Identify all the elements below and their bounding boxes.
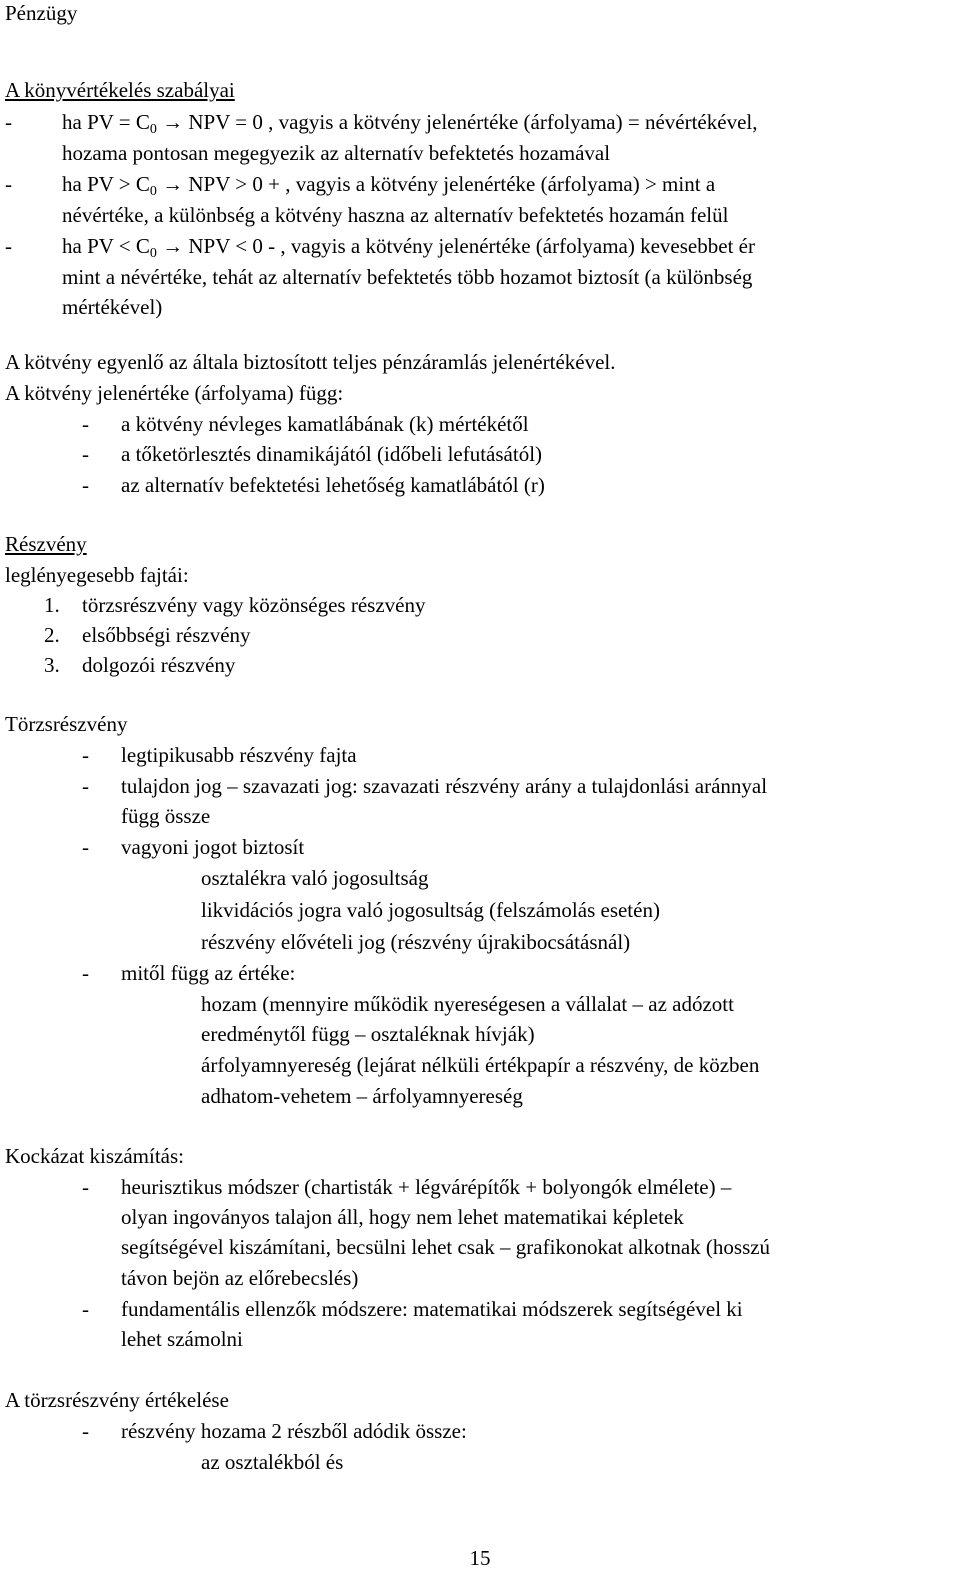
rule-line-pv-less: ha PV < $C_0$ → NPV < 0 - , vagyis a kötvény jelenértéke (árfolyama) kevesebbet ér <box>62 234 755 261</box>
bullet-dash: - <box>82 961 89 985</box>
bullet-dash: - <box>82 442 89 466</box>
bullet-dash: - <box>82 1297 89 1321</box>
paragraph-bond-equals: A kötvény egyenlő az általa biztosított teljes pénzáramlás jelenértékével. <box>5 350 616 374</box>
bullet-dash: - <box>82 1175 89 1199</box>
list-item: elsőbbségi részvény <box>82 623 251 647</box>
dependency-item: az alternatív befektetési lehetőség kamatlábától (r) <box>121 473 545 497</box>
bullet-dash: - <box>82 774 89 798</box>
sub-item: részvény elővételi jog (részvény újrakibocsátásnál) <box>201 930 631 954</box>
bullet-dash: - <box>5 172 12 196</box>
risk-item: fundamentális ellenzők módszere: matematikai módszerek segítségével ki <box>121 1297 743 1321</box>
rule-line-pv-less-cont2: mértékével) <box>62 295 163 319</box>
rule-line-pv-equal: ha PV = $C_0$ → NPV = 0 , vagyis a kötvény jelenértéke (árfolyama) = névértékével, <box>62 110 758 137</box>
common-stock-item: legtipikusabb részvény fajta <box>121 743 357 767</box>
risk-item-cont: távon bejön az előrebecslés) <box>121 1266 359 1290</box>
section-title-common-stock: Törzsrészvény <box>5 712 128 736</box>
section-title-shares: Részvény <box>5 532 87 556</box>
valuation-item: részvény hozama 2 részből adódik össze: <box>121 1419 467 1443</box>
sub-item: likvidációs jogra való jogosultság (felszámolás esetén) <box>201 898 660 922</box>
sub-item: osztalékra való jogosultság <box>201 866 429 890</box>
bullet-dash: - <box>82 1419 89 1443</box>
rule-line-pv-greater: ha PV > $C_0$ → NPV > 0 + , vagyis a kötvény jelenértéke (árfolyama) > mint a <box>62 172 716 199</box>
bullet-dash: - <box>82 473 89 497</box>
sub-item: hozam (mennyire működik nyereségesen a vállalat – az adózott <box>201 992 734 1016</box>
list-number: 3. <box>44 653 60 677</box>
rule-line-pv-less-cont: mint a névértéke, tehát az alternatív befektetés több hozamot biztosít (a különbség <box>62 265 753 289</box>
risk-item-cont: olyan ingoványos talajon áll, hogy nem lehet matematikai képletek <box>121 1205 684 1229</box>
shares-intro: leglényegesebb fajtái: <box>5 563 189 587</box>
bullet-dash: - <box>82 412 89 436</box>
list-item: dolgozói részvény <box>82 653 236 677</box>
sub-item-cont: adhatom-vehetem – árfolyamnyereség <box>201 1084 523 1108</box>
list-number: 2. <box>44 623 60 647</box>
common-stock-item: tulajdon jog – szavazati jog: szavazati részvény arány a tulajdonlási aránnyal <box>121 774 768 798</box>
section-title-risk: Kockázat kiszámítás: <box>5 1144 185 1168</box>
common-stock-item: mitől függ az értéke: <box>121 961 296 985</box>
bullet-dash: - <box>82 835 89 859</box>
list-number: 1. <box>44 593 60 617</box>
paragraph-bond-depends: A kötvény jelenértéke (árfolyama) függ: <box>5 381 344 405</box>
list-item: törzsrészvény vagy közönséges részvény <box>82 593 426 617</box>
risk-item-cont: lehet számolni <box>121 1327 243 1351</box>
risk-item: heurisztikus módszer (chartisták + légvárépítők + bolyongók elmélete) – <box>121 1175 732 1199</box>
bullet-dash: - <box>5 234 12 258</box>
sub-item: árfolyamnyereség (lejárat nélküli értékpapír a részvény, de közben <box>201 1053 760 1077</box>
sub-item-cont: eredménytől függ – osztaléknak hívják) <box>201 1022 535 1046</box>
bullet-dash: - <box>82 743 89 767</box>
sub-item: az osztalékból és <box>201 1450 344 1474</box>
rule-line-pv-equal-cont: hozama pontosan megegyezik az alternatív befektetés hozamával <box>62 141 611 165</box>
dependency-item: a tőketörlesztés dinamikájától (időbeli lefutásától) <box>121 442 543 466</box>
common-stock-item: vagyoni jogot biztosít <box>121 835 305 859</box>
bullet-dash: - <box>5 110 12 134</box>
section-title-book-valuation: A könyvértékelés szabályai <box>5 78 235 102</box>
page-number: 15 <box>469 1546 491 1570</box>
rule-line-pv-greater-cont: névértéke, a különbség a kötvény haszna az alternatív befektetés hozamán felül <box>62 203 729 227</box>
section-title-stock-valuation: A törzsrészvény értékelése <box>5 1388 229 1412</box>
dependency-item: a kötvény névleges kamatlábának (k) mértékétől <box>121 412 529 436</box>
document-header: Pénzügy <box>5 1 78 25</box>
risk-item-cont: segítségével kiszámítani, becsülni lehet csak – grafikonokat alkotnak (hosszú <box>121 1235 771 1259</box>
common-stock-item-cont: függ össze <box>121 804 211 828</box>
